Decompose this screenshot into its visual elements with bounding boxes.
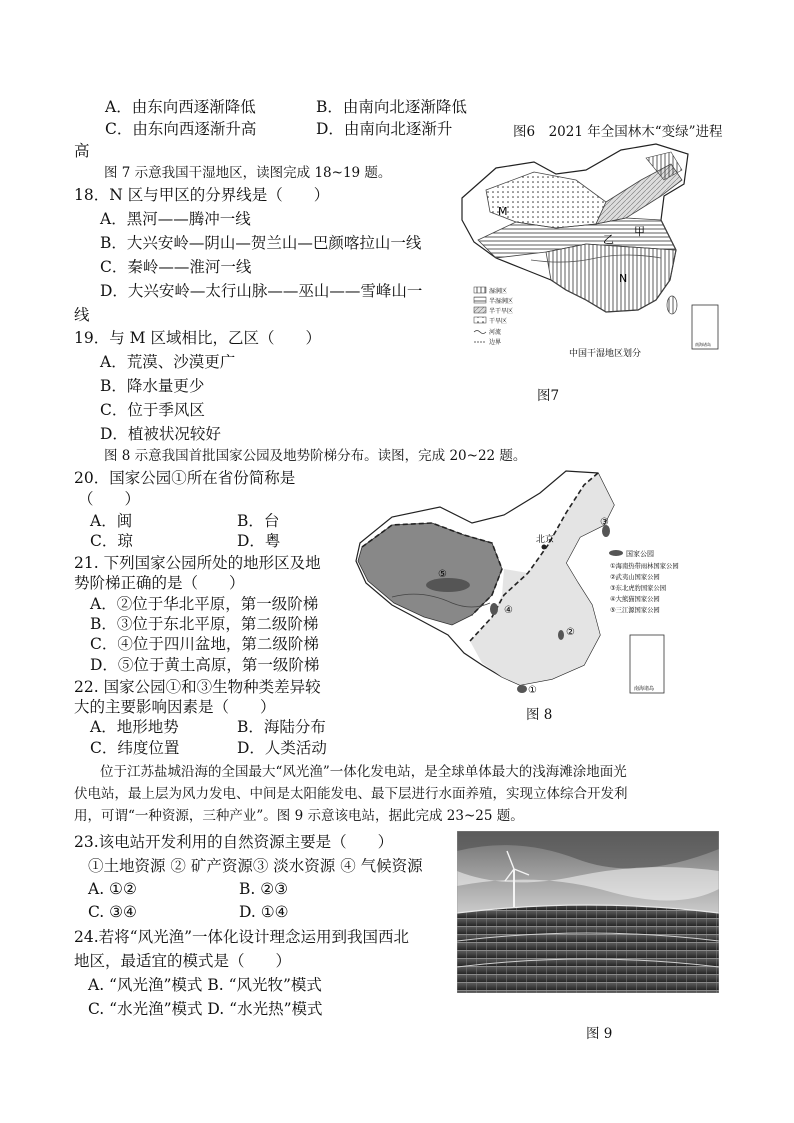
fig7-label-yi: 乙 — [603, 233, 614, 246]
q22-stem-line2: 大的主要影响因素是（ ） — [74, 698, 276, 716]
q24-options-cd: C. “水光渔”模式 D. “水光热”模式 — [88, 1000, 323, 1018]
fig8-legend-2: ②武夷山国家公园 — [610, 574, 660, 581]
q19-option-b: B．降水量更少 — [100, 377, 205, 395]
passage-line2: 伏电站，最上层为风力发电、中间是太阳能发电、最下层进行水面养殖，实现立体综合开发利 — [74, 786, 628, 802]
q18-option-a: A．黑河——腾冲一线 — [100, 210, 251, 228]
fig7-legend-border: 边界 — [489, 339, 502, 346]
q21-option-c: C．④位于四川盆地，第二级阶梯 — [90, 635, 319, 653]
q20-option-d: D．粤 — [237, 532, 281, 550]
q17-option-d-wrap: 高 — [74, 142, 90, 160]
q23-stem: 23.该电站开发利用的自然资源主要是（ ） — [74, 833, 394, 851]
fig6-caption: 图6 2021 年全国林木“变绿”进程 — [513, 124, 723, 140]
q20-option-b: B．台 — [237, 512, 280, 530]
fig7-legend-subhumid: 半湿润区 — [489, 298, 514, 305]
fig8-south-sea-inset — [630, 635, 664, 693]
q18-option-b: B．大兴安岭—阴山—贺兰山—巴颜喀拉山一线 — [100, 234, 422, 252]
q22-option-d: D．人类活动 — [237, 739, 327, 757]
q18-option-d-wrap: 线 — [74, 306, 90, 324]
fig8-mark-2: ② — [566, 627, 575, 638]
q24-stem-line2: 地区，最适宜的模式是（ ） — [74, 952, 292, 970]
fig7-label-m: M — [498, 205, 508, 218]
fig8-mark-3: ③ — [600, 517, 609, 528]
fig8-legend-1: ①海南热带雨林国家公园 — [610, 563, 679, 570]
q23-option-a: A. ①② — [88, 880, 137, 898]
fig8-legend-3: ③东北虎豹国家公园 — [610, 585, 667, 592]
fig7-label-jia: 甲 — [634, 225, 645, 238]
fig7-map-title: 中国干湿地区划分 — [569, 349, 642, 359]
q18-option-c: C．秦岭——淮河一线 — [100, 258, 252, 276]
fig8-mark-5: ⑤ — [438, 569, 447, 580]
q18-option-d: D．大兴安岭—太行山脉——巫山——雪峰山一 — [100, 282, 423, 300]
q20-option-c: C．琼 — [90, 532, 133, 550]
q21-stem-line1: 21. 下列国家公园所处的地形区及地 — [74, 554, 321, 572]
q20-option-a: A．闽 — [90, 512, 133, 530]
fig8-park-2-area — [558, 630, 564, 640]
q21-stem-line2: 势阶梯正确的是（ ） — [74, 574, 245, 592]
fig7-legend-humid: 湿润区 — [489, 288, 508, 295]
q17-option-c: C．由东向西逐渐升高 — [105, 120, 257, 138]
q19-option-d: D．植被状况较好 — [100, 425, 221, 443]
fig8-national-parks-map — [352, 465, 714, 703]
q19-option-c: C．位于季风区 — [100, 401, 205, 419]
q21-option-a: A．②位于华北平原，第一级阶梯 — [90, 595, 319, 613]
fig8-inset-label: 南海诸岛 — [634, 686, 655, 692]
fig7-dryness-map — [456, 140, 726, 362]
fig8-legend-5: ⑤三江源国家公园 — [610, 607, 660, 614]
fig8-park-5-area — [426, 578, 470, 592]
q19-stem: 19．与 M 区域相比，乙区（ ） — [74, 329, 321, 347]
q20-stem: 20．国家公园①所在省份简称是 — [74, 469, 296, 487]
fig8-mark-4: ④ — [504, 605, 513, 616]
fig9-power-station-photo — [457, 831, 719, 993]
q22-stem-line1: 22. 国家公园①和③生物种类差异较 — [74, 678, 321, 696]
intro-fig8: 图 8 示意我国首批国家公园及地势阶梯分布。读图，完成 20~22 题。 — [104, 448, 527, 464]
fig7-inset-label: 南海诸岛 — [695, 342, 711, 347]
q20-paren: （ ） — [78, 490, 141, 508]
fig8-mark-1: ① — [528, 685, 537, 696]
q17-option-b: B．由南向北逐渐降低 — [316, 98, 467, 116]
fig9-caption: 图 9 — [586, 1026, 613, 1042]
q24-options-ab: A. “风光渔”模式 B. “风光牧”模式 — [88, 976, 322, 994]
q23-option-d: D. ①④ — [239, 903, 289, 921]
fig8-beijing-label: 北京 — [536, 535, 555, 545]
fig8-park-1-area — [517, 685, 527, 693]
fig7-label-n: N — [619, 272, 628, 285]
fig8-park-4-area — [490, 603, 498, 615]
fig8-caption: 图 8 — [526, 707, 553, 723]
q18-stem: 18．N 区与甲区的分界线是（ ） — [74, 186, 330, 204]
q21-option-d: D．⑤位于黄土高原，第一级阶梯 — [90, 656, 320, 674]
q22-option-a: A．地形地势 — [90, 718, 179, 736]
fig7-caption: 图7 — [537, 388, 560, 404]
fig7-legend-arid: 干旱区 — [489, 318, 508, 325]
intro-fig7: 图 7 示意我国干湿地区，读图完成 18~19 题。 — [104, 165, 392, 181]
q23-option-b: B. ②③ — [239, 880, 289, 898]
q24-stem-line1: 24.若将“风光渔”一体化设计理念运用到我国西北 — [74, 928, 409, 946]
fig7-legend — [474, 287, 513, 346]
q17-option-d: D．由南向北逐渐升 — [316, 120, 453, 138]
q23-option-c: C. ③④ — [88, 903, 137, 921]
q22-option-b: B．海陆分布 — [237, 718, 326, 736]
passage-line1: 位于江苏盐城沿海的全国最大“风光渔”一体化发电站，是全球单体最大的浅海滩涂地面光 — [100, 764, 627, 780]
q21-option-b: B．③位于东北平原，第二级阶梯 — [90, 615, 319, 633]
fig7-legend-river: 河流 — [489, 329, 502, 336]
fig7-legend-semiarid: 半干旱区 — [489, 308, 514, 315]
q17-option-a: A．由东向西逐渐降低 — [105, 98, 256, 116]
fig8-legend — [609, 549, 679, 614]
q19-option-a: A．荒漠、沙漠更广 — [100, 353, 236, 371]
passage-line3: 用，可谓“一种资源，三种产业”。图 9 示意该电站，据此完成 23~25 题。 — [74, 808, 524, 824]
fig8-legend-title: 国家公园 — [626, 550, 654, 558]
q23-items: ①土地资源 ② 矿产资源③ 淡水资源 ④ 气候资源 — [88, 857, 423, 875]
fig8-legend-4: ④大熊猫国家公园 — [610, 596, 660, 603]
q22-option-c: C．纬度位置 — [90, 739, 180, 757]
